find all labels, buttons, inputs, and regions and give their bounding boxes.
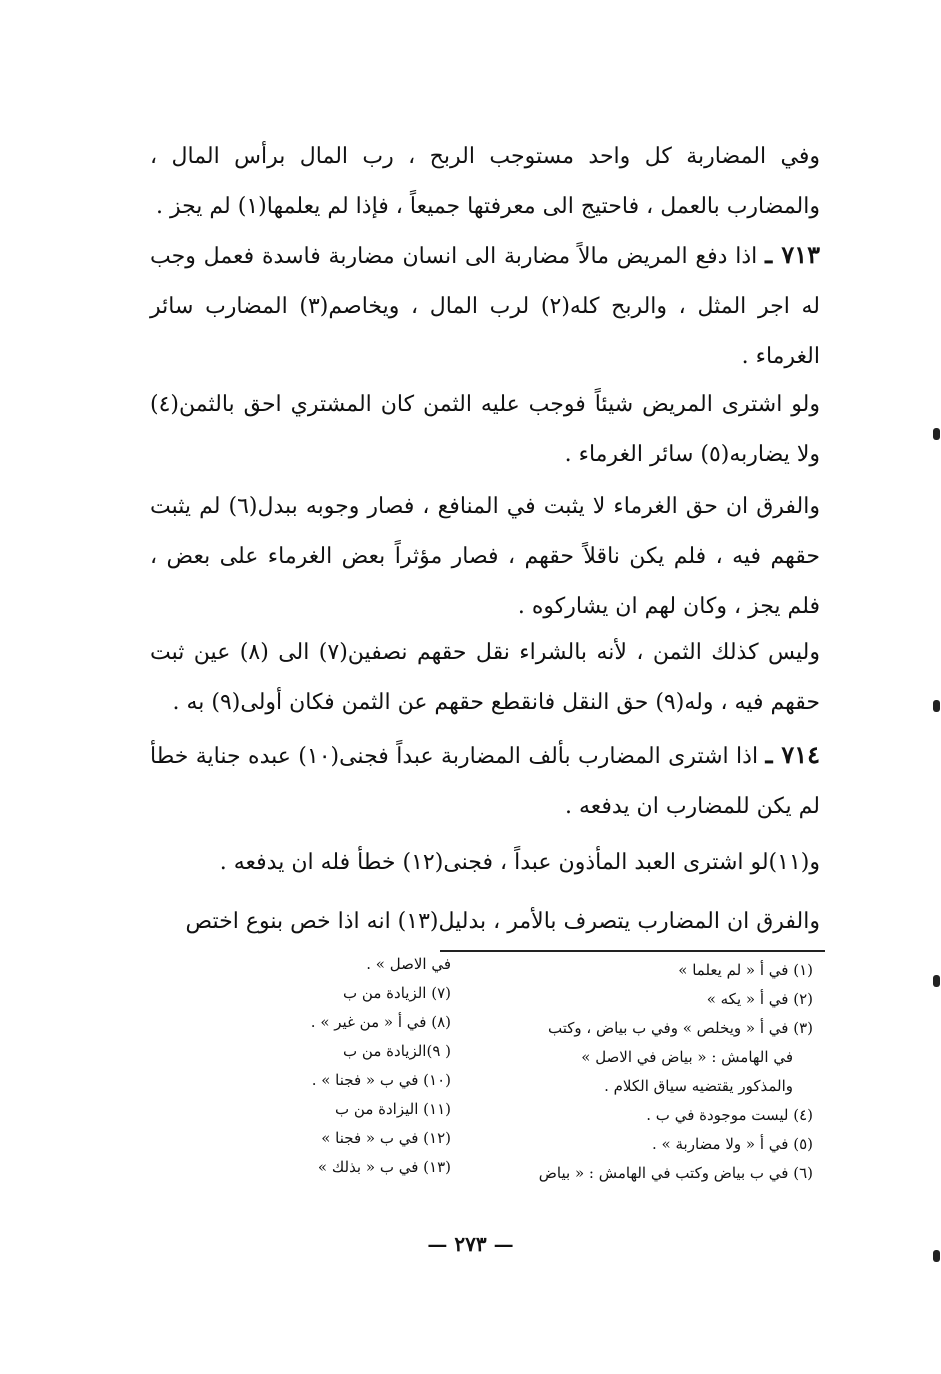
footnote-separator <box>440 950 825 952</box>
paragraph-7: و(١١)لو اشترى العبد المأذون عبداً ، فجنى(١٢) خطأ فله ان يدفعه . <box>219 850 820 875</box>
footnote: في الاصل » . <box>366 955 451 973</box>
footnote: في الهامش : « بياض في الاصل » <box>581 1048 793 1066</box>
paragraph-8: والفرق ان المضارب يتصرف بالأمر ، بدليل(١٣) انه اذا خص بنوع اختص <box>185 909 820 934</box>
footnote: (٥) في أ « ولا مضاربة » . <box>652 1135 813 1153</box>
footnote: (١٠) في ب « فجنا » . <box>311 1071 451 1089</box>
footnote: (٨) في أ « من غير » . <box>310 1013 451 1031</box>
section-number-714: ٧١٤ ـ <box>765 740 820 769</box>
paragraph-3: ولو اشترى المريض شيئاً فوجب عليه الثمن كان المشتري احق بالثمن(٤) ولا يضاربه(٥) سائر الغرماء . <box>150 392 820 467</box>
paragraph-5: وليس كذلك الثمن ، لأنه بالشراء نقل حقهم نصفين(٧) الى (٨) عين ثبت حقهم فيه ، وله(٩) حق النقل فانقطع حقهم عن الثمن فكان أولى(٩) به . <box>150 640 820 715</box>
footnote: (١١) اليزادة من ب <box>335 1100 451 1118</box>
scan-artifact <box>933 700 940 712</box>
paragraph-713: ٧١٣ ـ اذا دفع المريض مالاً مضاربة الى انسان مضاربة فاسدة فعمل وجب له اجر المثل ، والربح كله(٢) لرب المال ، ويخاصم(٣) المضارب سائر الغرماء . <box>150 240 820 369</box>
footnote: (٧) الزيادة من ب <box>343 984 451 1002</box>
scan-artifact <box>933 428 940 440</box>
footnotes-left-column <box>271 950 451 1182</box>
footnote: (١٢) في ب « فجنا » <box>321 1129 451 1147</box>
footnote: (١) في أ « لم يعلما » <box>678 961 813 979</box>
paragraph-1: وفي المضاربة كل واحد مستوجب الربح ، رب المال برأس المال ، والمضارب بالعمل ، فاحتيج الى معرفتها جميعاً ، فإذا لم يعلمها(١) لم يجز . <box>150 144 820 219</box>
footnote: والمذكور يقتضيه سياق الكلام . <box>604 1077 793 1095</box>
footnote: ( ٩)الزيادة من ب <box>343 1042 451 1060</box>
footnotes-right-column <box>493 956 813 1188</box>
scan-artifact <box>933 975 940 987</box>
section-number-713: ٧١٣ ـ <box>765 240 820 269</box>
paragraph-714: ٧١٤ ـ اذا اشترى المضارب بألف المضاربة عبداً فجنى(١٠) عبده جناية خطأ لم يكن للمضارب ان يدفعه . <box>150 740 820 819</box>
footnote: (١٣) في ب « بذلك » <box>317 1158 451 1176</box>
paragraph-4: والفرق ان حق الغرماء لا يثبت في المنافع ، فصار وجوبه ببدل(٦) لم يثبت حقهم فيه ، فلم يكن ناقلاً حقهم ، فصار مؤثراً بعض الغرماء على بعض ، فلم يجز ، وكان لهم ان يشاركوه . <box>150 494 820 619</box>
footnote: (٤) ليست موجودة في ب . <box>646 1106 813 1124</box>
footnote: (٢) في أ « يكه » <box>706 990 813 1008</box>
page-number: — ٢٧٣ — <box>427 1232 514 1256</box>
scan-artifact <box>933 1250 940 1262</box>
footnote: (٣) في أ « ويخلص » وفي ب بياض ، وكتب <box>547 1019 813 1037</box>
footnote: (٦) في ب بياض وكتب في الهامش : « بياض <box>538 1164 813 1182</box>
